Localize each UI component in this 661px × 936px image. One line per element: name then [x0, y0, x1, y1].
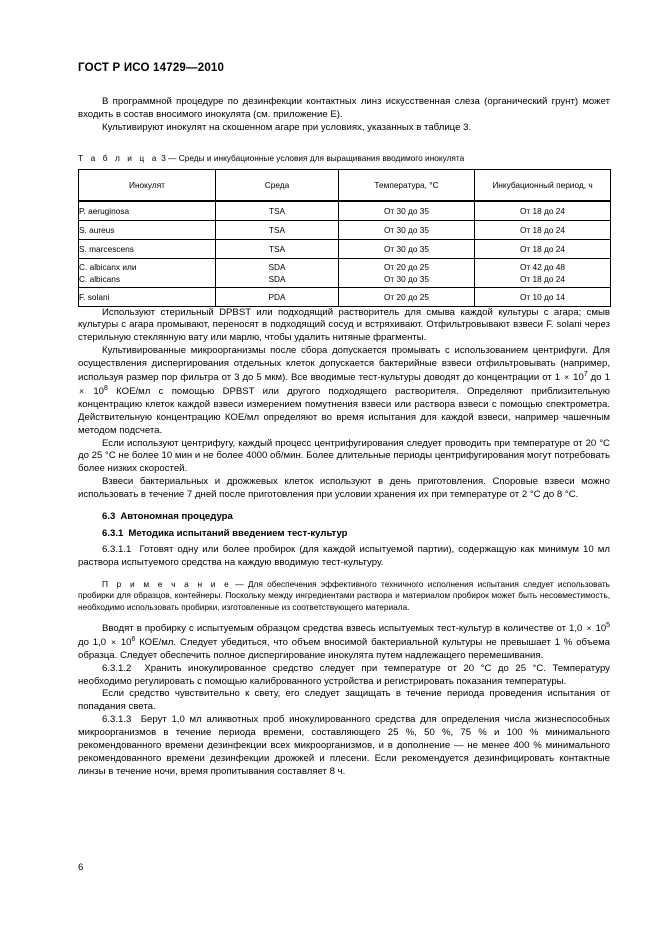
cell-temperature: От 20 до 25 От 30 до 35	[339, 258, 475, 287]
cell-medium: SDA SDA	[216, 258, 339, 287]
cell-incubation: От 18 до 24	[475, 220, 611, 239]
multiply-sign: ×	[564, 372, 570, 383]
paragraph-inoculation-amount	[78, 622, 610, 663]
par-text-b: КОЕ/мл с помощью DPBST или другого подходящего растворителя. Определяют приблизительную концентрацию клеток каждой взвеси измерением помутнения взвеси или раствора взвеси с помощью спектрометра. Действительную концентрацию КОЕ/мл определяют во время испытания для каждой взвеси, например чашечным методом подсчета.	[78, 385, 610, 436]
cell-inoculum: S. marcescens	[79, 239, 216, 258]
inoc-text-before: Вводят в пробирку с испытуемым образцом средства взвесь испытуемых тест-культур в количестве от 1,0	[102, 622, 586, 634]
note-block	[78, 579, 610, 613]
clause-text: Берут 1,0 мл аликвотных проб инокулированного средства для определения числа жизнеспособных микроорганизмов в течение периода времени, составляющего 25 %, 50 %, 75 % и 100 % минимального рекомендованного времени дезинфекции всех микроорганизмов, и в дополнение — не менее 400 % минимального рекомендованного времени дезинфекции дрожжей и плесени. Если рекомендуется дезинфицировать контактные линзы в течение ночи, время пропитывания составляет 8 ч.	[78, 714, 610, 777]
page-number: 6	[78, 862, 84, 873]
multiply-sign: ×	[110, 636, 116, 647]
table-caption-label: Т а б л и ц а	[78, 152, 159, 163]
table-caption-text: — Среды и инкубационные условия для выращивания вводимого инокулята	[168, 152, 465, 163]
paragraph-dpbst: Используют стерильный DPBST или подходящий растворитель для смыва каждой культуры с агара; смыв культуры с агара промывают, переносят в подходящий сосуд и встряхивают. Отфильтровывают взвеси F. solani через стерильную стеклянную вату или марлю, чтобы удалить нитяные фрагменты.	[78, 306, 610, 344]
table-column-header-incubation: Инкубационный период, ч	[475, 169, 611, 201]
intro-paragraph-1: В программной процедуре по дезинфекции контактных линз искусственная слеза (органический грунт) может входить в состав вносимого инокулята (см. приложение Е).	[78, 95, 610, 120]
section-heading-6-3-1	[78, 528, 610, 541]
conc-exponent-1: 7	[583, 370, 588, 378]
cell-medium: PDA	[216, 287, 339, 306]
cell-medium: TSA	[216, 220, 339, 239]
conc-mid: до 1	[587, 372, 610, 384]
cell-incubation: От 18 до 24	[475, 201, 611, 221]
conc-exponent-2: 8	[104, 384, 108, 392]
table-row	[79, 258, 611, 287]
section-heading-6-3	[78, 511, 610, 524]
cell-temperature: От 30 до 35	[339, 239, 475, 258]
table-column-header-inoculum: Инокулят	[79, 169, 216, 201]
inoc-text-after: КОЕ/мл. Следует убедиться, что объем вносимой бактериальной культуры не превышает 1 % объема образца. Следует обеспечить полное диспергирование инокулята путем надлежащего перемешивания.	[78, 636, 610, 661]
page-content	[78, 62, 610, 779]
cell-incubation: От 42 до 48 От 18 до 24	[475, 258, 611, 287]
paragraph-centrifuge-concentration	[78, 345, 610, 437]
section-number: 6.3.1	[102, 528, 124, 540]
cell-temperature: От 20 до 25	[339, 287, 475, 306]
note-label: П р и м е ч а н и е	[102, 578, 231, 589]
paragraph-6-3-1-3	[78, 714, 610, 779]
paragraph-suspension-storage: Взвеси бактериальных и дрожжевых клеток используют в день приготовления. Споровые взвеси можно использовать в течение 7 дней после приготовления при условии хранения их при температуре от 2 °С до 8 °С.	[78, 476, 610, 501]
par-text-a: Культивированные микроорганизмы после сбора допускается промывать с использованием центрифуги. Для осуществления диспергирования отдельных клеток допускается бактерийные взвеси отфильтровывать (например, используя размер пор фильтра от 3 до 5 мкм). Все вводимые тест-культуры доводят до концентрации от 1	[78, 345, 610, 384]
document-header: ГОСТ Р ИСО 14729—2010	[78, 62, 225, 74]
table-row	[79, 220, 611, 239]
clause-number: 6.3.1.3	[102, 714, 132, 726]
cell-incubation: От 18 до 24	[475, 239, 611, 258]
clause-text: Готовят одну или более пробирок (для каждой испытуемой партии), содержащую как минимум 10 мл раствора испытуемого средства на каждую вводимую тест-культуру.	[78, 543, 610, 568]
clause-number: 6.3.1.2	[102, 662, 132, 674]
paragraph-6-3-1-1	[78, 544, 610, 570]
section-number: 6.3	[102, 511, 116, 523]
multiply-sign: ×	[79, 385, 85, 396]
inoc-base-1: 10	[592, 622, 607, 634]
paragraph-light-sensitivity: Если средство чувствительно к свету, его следует защищать в течение периода проведения испытания от попадания света.	[78, 688, 610, 713]
table-column-header-medium: Среда	[216, 169, 339, 201]
table-row	[79, 287, 611, 306]
table-header-row	[79, 169, 611, 201]
inoc-exponent-2: 6	[131, 635, 136, 643]
inoc-exponent-1: 5	[606, 621, 611, 629]
cell-inoculum: F. solani	[79, 287, 216, 306]
cell-inoculum: P. aeruginosa	[79, 201, 216, 221]
clause-number: 6.3.1.1	[102, 543, 132, 555]
cell-temperature: От 30 до 35	[339, 220, 475, 239]
paragraph-centrifuge-speed: Если используют центрифугу, каждый процесс центрифугирования следует проводить при температуре от 20 °С до 25 °С не более 10 мин и не более 4000 об/мин. Более длительные периоды центрифугирования могут потребовать более низких скоростей.	[78, 437, 610, 475]
multiply-sign: ×	[586, 622, 592, 633]
section-title: Автономная процедура	[120, 511, 233, 523]
table-column-header-temperature: Температура, °С	[339, 169, 475, 201]
table-caption	[78, 153, 610, 164]
incubation-conditions-table	[78, 169, 611, 307]
conc-base-2: 10	[85, 385, 105, 397]
conc-base-1: 10	[570, 372, 584, 384]
cell-incubation: От 10 до 14	[475, 287, 611, 306]
inoc-mid: до 1,0	[78, 636, 110, 648]
section-title: Методика испытаний введением тест-культур	[128, 528, 348, 540]
note-text: — Для обеспечения эффективного техничного исполнения испытания следует использовать пробирки для образцов, контейнеры. Поскольку между ингредиентами раствора и материалом пробирок может быть несовместимость, необходимо использовать пробирки, изготовленные из соответствующего материала.	[78, 578, 610, 612]
cell-inoculum: S. aureus	[79, 220, 216, 239]
intro-paragraph-2: Культивируют инокулят на скошенном агаре при условиях, указанных в таблице 3.	[102, 121, 472, 133]
table-caption-number: 3	[161, 152, 166, 163]
cell-medium: TSA	[216, 239, 339, 258]
inoc-base-2: 10	[117, 636, 132, 648]
clause-text: Хранить инокулированное средство следует при температуре от 20 °С до 25 °С. Температуру необходимо регулировать с помощью калиброванного устройства и регистрировать показания температуры.	[78, 662, 610, 687]
paragraph-6-3-1-2	[78, 663, 610, 689]
table-row	[79, 239, 611, 258]
cell-temperature: От 30 до 35	[339, 201, 475, 221]
table-row	[79, 201, 611, 221]
cell-inoculum: C. albicanx или C. albicans	[79, 258, 216, 287]
cell-medium: TSA	[216, 201, 339, 221]
